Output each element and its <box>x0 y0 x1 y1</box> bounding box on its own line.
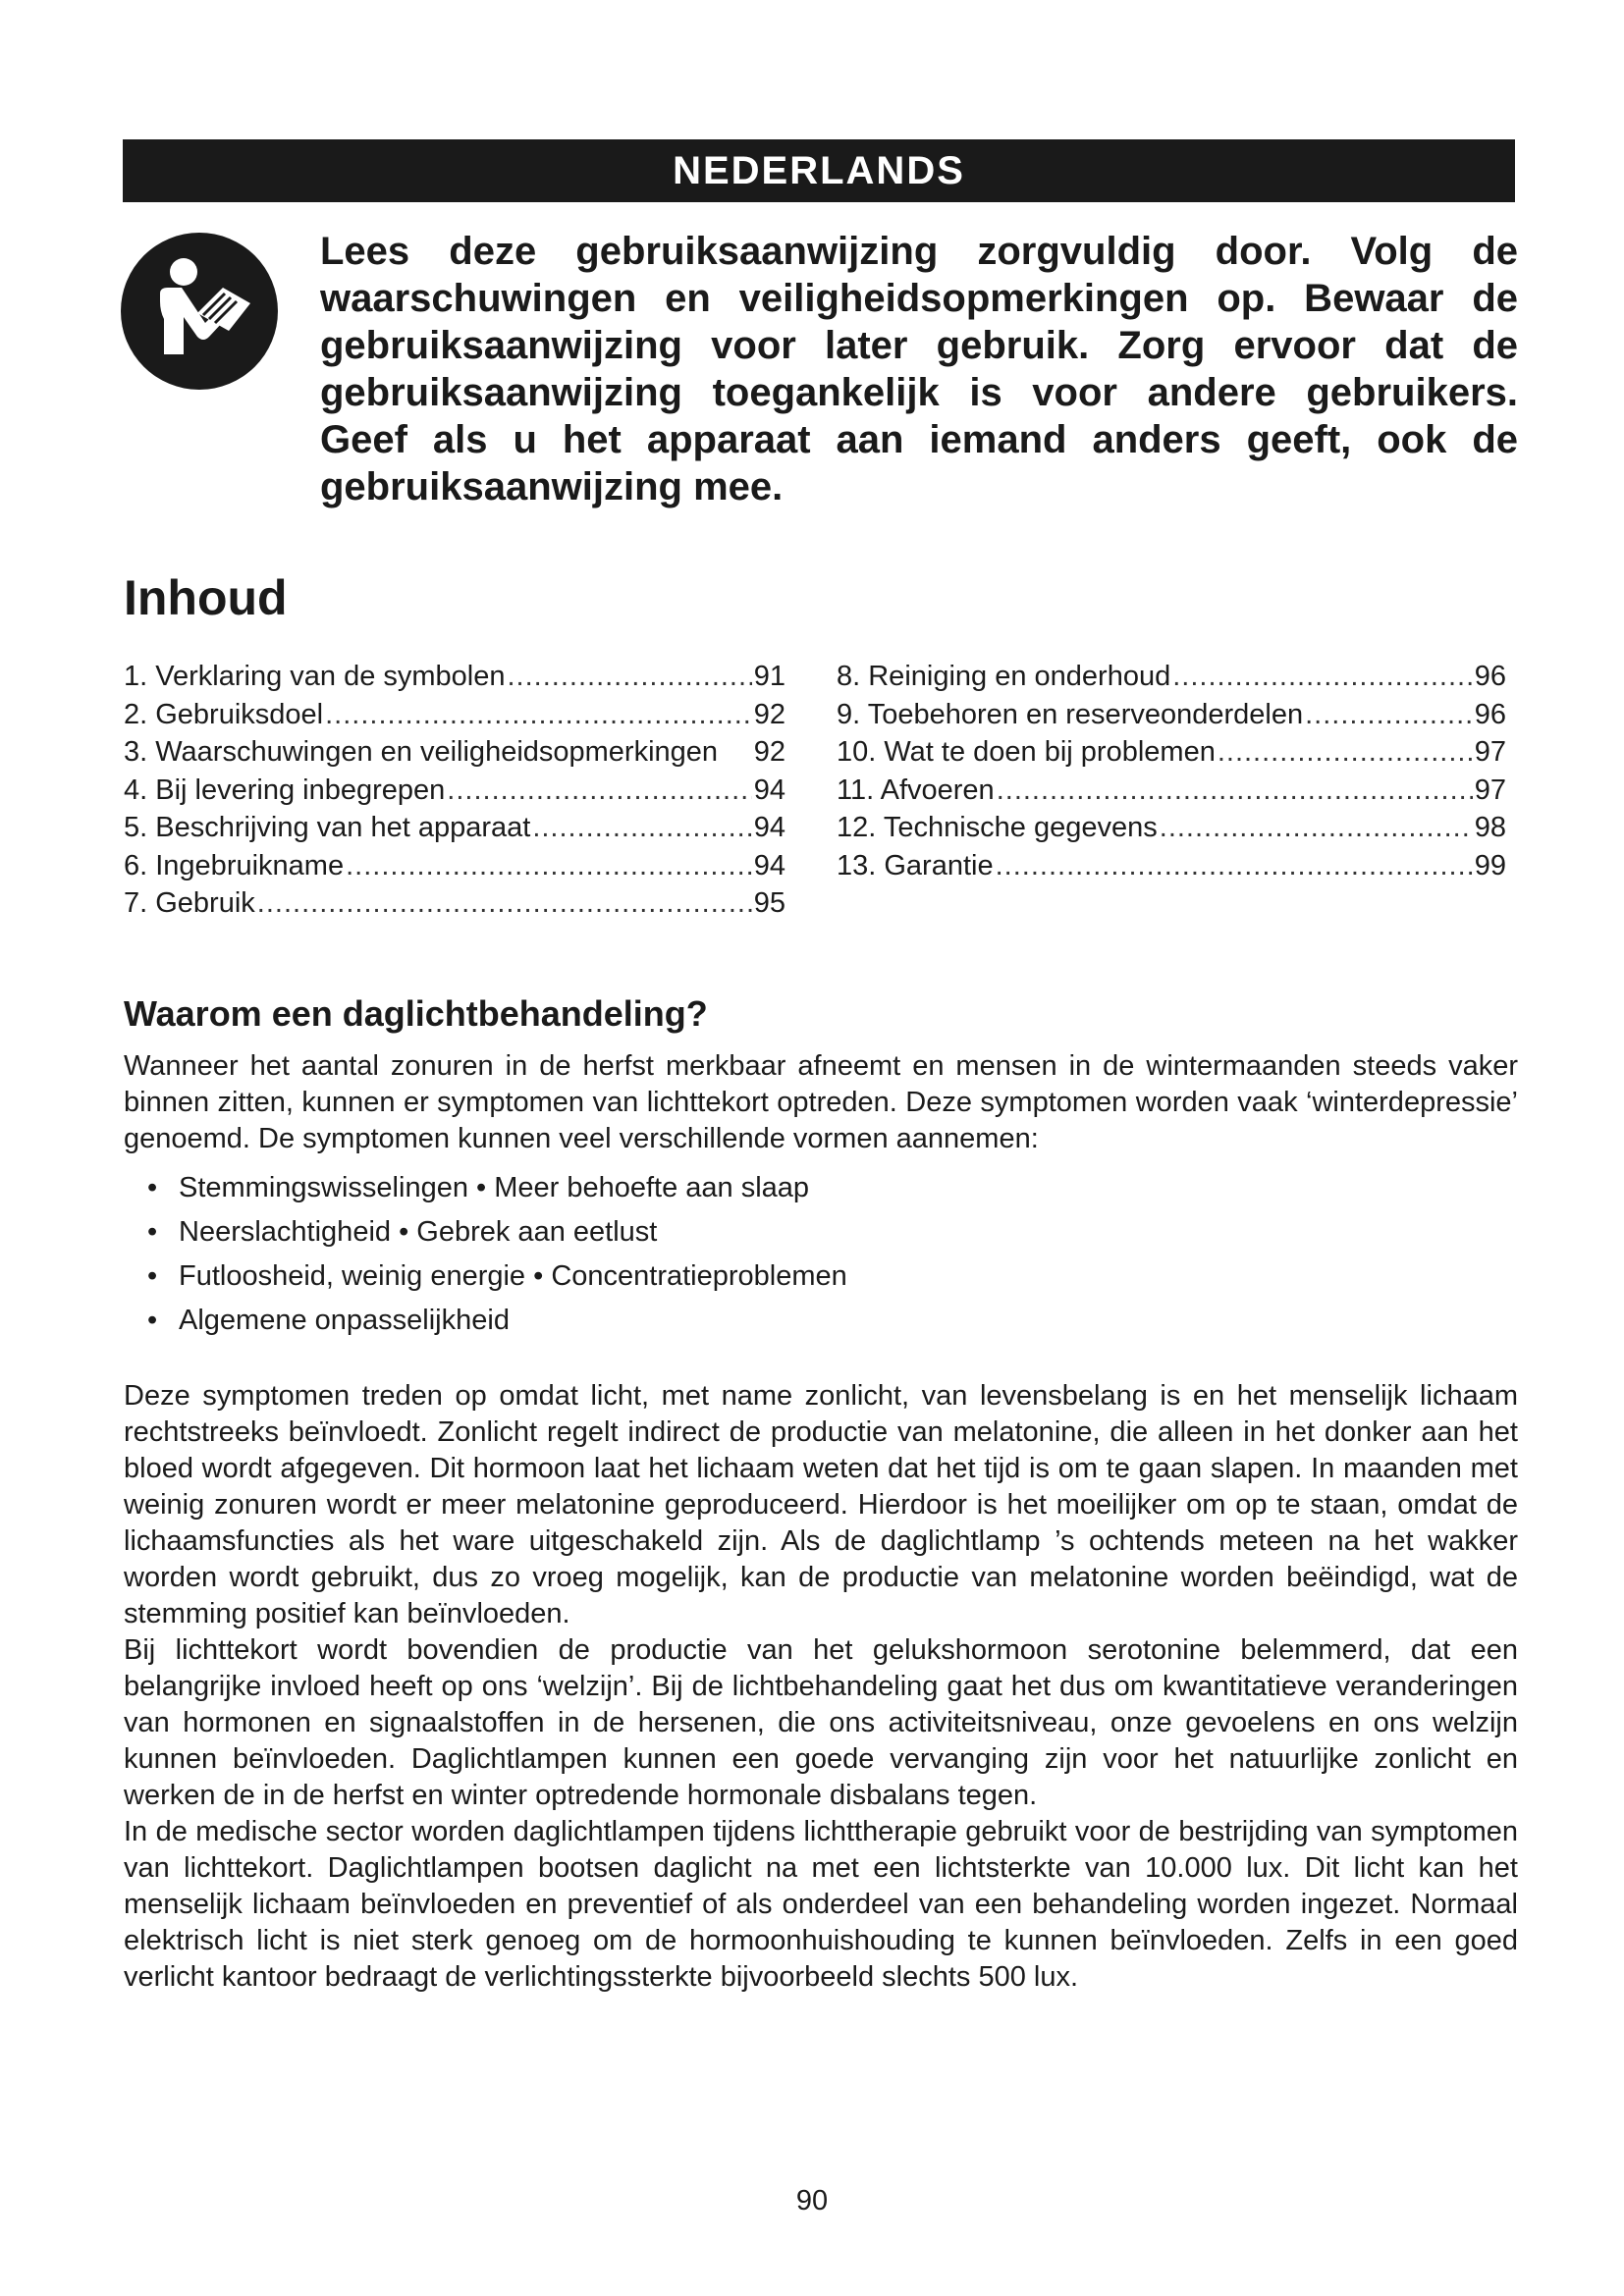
intro-warning: Lees deze gebruiksaanwijzing zorgvuldig door. Volg de waarschuwingen en veiligheidsopmerkingen op. Bewaar de gebruiksaanwijzing voor later gebruik. Zorg ervoor dat de gebruiksaanwijzing toegankelijk is voor andere gebruikers. Geef als u het apparaat aan iemand anders geeft, ook de gebruiksaanwijzing mee. <box>320 230 1518 508</box>
language-header <box>123 139 1515 202</box>
list-item: • Neerslachtigheid • Gebrek aan eetlust <box>147 1216 658 1248</box>
toc-right-column <box>837 658 1506 884</box>
toc-item: 4. Bij levering inbegrepen ..... 94 <box>124 772 785 810</box>
toc-item: 5. Beschrijving van het apparaat ..... 94 <box>124 809 785 847</box>
paragraph: Deze symptomen treden op omdat licht, met name zonlicht, van levensbelang is en het menselijk lichaam rechtstreeks beïnvloedt. Zonlicht regelt indirect de productie van melatonine, die alleen in het donker aan het bloed wordt afgegeven. Dit hormoon laat het lichaam weten dat het tijd is om te gaan slapen. In maanden met weinig zonuren wordt er meer melatonine geproduceerd. Hierdoor is het moeilijker om op te staan, omdat de lichaamsfuncties als het ware uitgeschakeld zijn. Als de daglichtlamp ’s ochtends meteen na het wakker worden wordt gebruikt, dus zo vroeg mogelijk, kan de productie van melatonine worden beëindigd, wat de stemming positief kan beïnvloeden. <box>124 1380 1518 1629</box>
toc-title: Inhoud <box>124 570 288 625</box>
toc-item: 9. Toebehoren en reserveonderdelen ..... 96 <box>837 696 1506 734</box>
toc-item: 10. Wat te doen bij problemen ..... 97 <box>837 733 1506 772</box>
list-item: • Algemene onpasselijkheid <box>147 1305 510 1336</box>
toc-item: 3. Waarschuwingen en veiligheidsopmerkingen 92 <box>124 736 785 768</box>
list-item: • Stemmingswisselingen • Meer behoefte aan slaap <box>147 1172 810 1203</box>
body-paragraphs <box>124 1378 1518 1996</box>
paragraph: In de medische sector worden daglichtlampen tijdens lichttherapie gebruikt voor de bestrijding van symptomen van lichttekort. Daglichtlampen bootsen daglicht na met een lichtsterkte van 10.000 lux. Dit licht kan het menselijk lichaam beïnvloeden en preventief of als onderdeel van een behandeling worden ingezet. Normaal elektrisch licht is niet sterk genoeg om de hormoonhuishouding te kunnen beïnvloeden. Zelfs in een goed verlicht kantoor bedraagt de verlichtingssterkte bijvoorbeeld slechts 500 lux. <box>124 1816 1518 1993</box>
toc-item: 6. Ingebruikname ..... 94 <box>124 847 785 885</box>
page-number: 90 <box>795 2185 829 2216</box>
toc-item: 2. Gebruiksdoel ..... 92 <box>124 696 785 734</box>
symptom-list <box>147 1166 847 1343</box>
section-title: Waarom een daglichtbehandeling? <box>124 993 708 1034</box>
toc-item: 8. Reiniging en onderhoud ..... 96 <box>837 658 1506 696</box>
toc-item: 1. Verklaring van de symbolen ..... 91 <box>124 658 785 696</box>
toc-item: 11. Afvoeren ..... 97 <box>837 772 1506 810</box>
paragraph: Bij lichttekort wordt bovendien de productie van het gelukshormoon serotonine belemmerd, dat een belangrijke invloed heeft op ons ‘welzijn’. Bij de lichtbehandeling gaat het dus om kwantitatieve veranderingen van hormonen en signaalstoffen in de hersenen, die ons activiteitsniveau, onze gevoelens en ons welzijn kunnen beïnvloeden. Daglichtlampen kunnen een goede vervanging zijn voor het natuurlijke zonlicht en werken de in de herfst en winter optredende hormonale disbalans tegen. <box>124 1634 1518 1811</box>
read-manual-icon <box>121 233 278 390</box>
toc-left-column <box>124 658 785 923</box>
language-label: NEDERLANDS <box>673 148 965 192</box>
paragraph: Wanneer het aantal zonuren in de herfst merkbaar afneemt en mensen in de wintermaanden steeds vaker binnen zitten, kunnen er symptomen van lichttekort optreden. Deze symptomen worden vaak ‘winterdepressie’ genoemd. De symptomen kunnen veel verschillende vormen aannemen: <box>124 1050 1518 1154</box>
toc-item: 7. Gebruik ..... 95 <box>124 884 785 923</box>
list-item: • Futloosheid, weinig energie • Concentratieproblemen <box>147 1260 847 1292</box>
toc-item: 13. Garantie ..... 99 <box>837 847 1506 885</box>
toc-item: 12. Technische gegevens ..... 98 <box>837 809 1506 847</box>
